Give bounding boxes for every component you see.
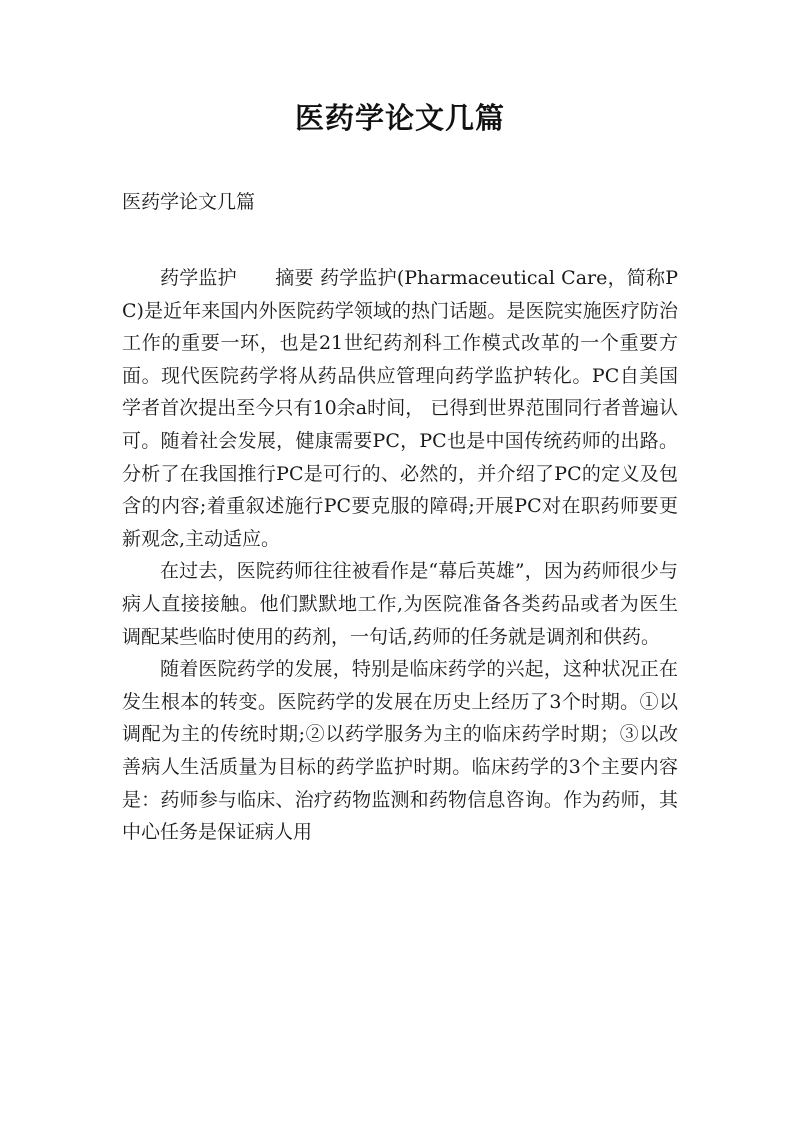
document-subtitle: 医药学论文几篇 [122,191,256,213]
document-title: 医药学论文几篇 [294,101,505,135]
paragraph-pharmaceutical-care: 药学监护 摘要 药学监护(Pharmaceutical Care，简称PC)是近年来国内外医院药学领域的热门话题。是医院实施医疗防治工作的重要一环，也是21世纪药剂科工作模式改革的一个重要方面。现代医院药学将从药品供应管理向药学监护转化。PC自美国学者首次提出至今只有10余a时间， 已得到世界范围同行者普遍认可。随着社会发展，健康需要PC，PC也是中国传统药师的出路。分析了在我国推行PC是可行的、必然的，并介绍了PC的定义及包含的内容;着重叙述施行PC要克服的障碍;开展PC对在职药师要更新观念,主动适应。 [122,267,678,550]
paragraph-development: 随着医院药学的发展，特别是临床药学的兴起，这种状况正在发生根本的转变。医院药学的发展在历史上经历了3个时期。①以调配为主的传统时期;②以药学服务为主的临床药学时期；③以改善病人生活质量为目标的药学监护时期。临床药学的3个主要内容是：药师参与临床、治疗药物监测和药物信息咨询。作为药师，其中心任务是保证病人用 [122,658,678,844]
paragraph-past-role: 在过去，医院药师往往被看作是“幕后英雄”，因为药师很少与病人直接接触。他们默默地工作,为医院准备各类药品或者为医生调配某些临时使用的药剂，一句话,药师的任务就是调剂和供药。 [122,560,678,648]
document-body [122,262,678,849]
